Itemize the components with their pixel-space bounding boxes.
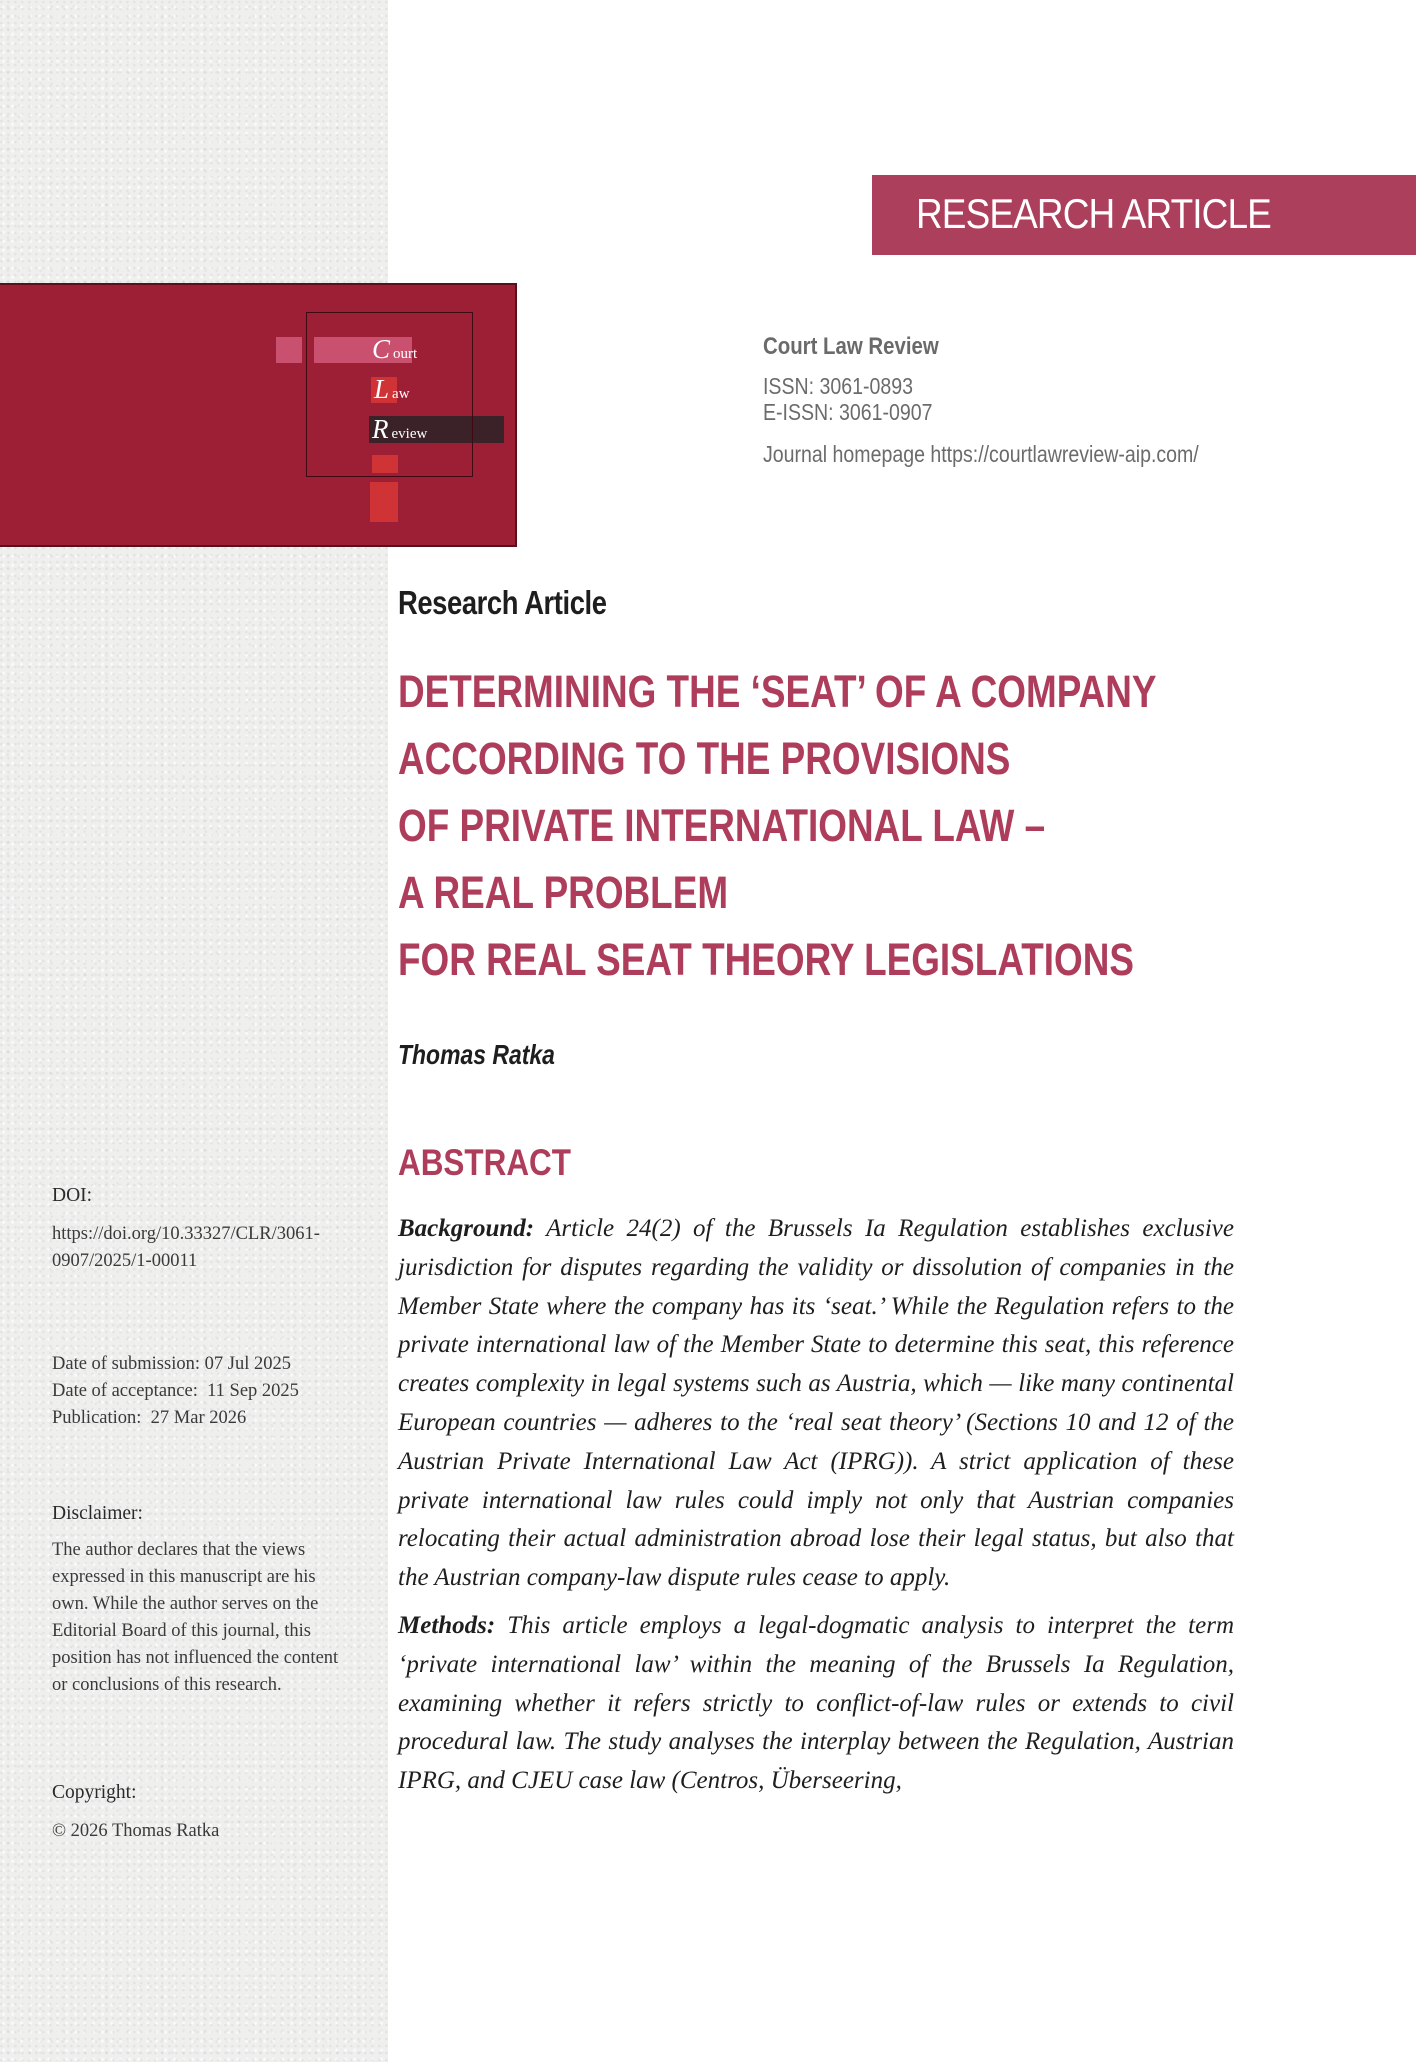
title-line: ACCORDING TO THE PROVISIONS <box>398 733 1011 784</box>
logo-law-rest: aw <box>392 386 410 402</box>
methods-label: Methods: <box>398 1611 496 1639</box>
doi-block <box>52 1185 392 1275</box>
disclaimer-line: or conclusions of this research. <box>52 1675 282 1695</box>
disclaimer-block <box>52 1503 392 1699</box>
publication-date: Publication: 27 Mar 2026 <box>52 1408 247 1428</box>
disclaimer-line: Editorial Board of this journal, this <box>52 1621 311 1641</box>
journal-eissn: E-ISSN: 3061-0907 <box>763 399 933 425</box>
disclaimer-label: Disclaimer: <box>52 1503 143 1524</box>
doi-link-line-1[interactable]: https://doi.org/10.33327/CLR/3061- <box>52 1224 320 1244</box>
title-line: OF PRIVATE INTERNATIONAL LAW – <box>398 800 1046 851</box>
logo-court-rest: ourt <box>393 346 418 362</box>
dates-block <box>52 1351 392 1432</box>
logo-review-rest: eview <box>391 426 428 442</box>
methods-text: This article employs a legal-dogmatic analysis to interpret the term ‘private international law’ within the meaning of the Brussels Ia Regulation, examining whether it refers strictly to conflict-of-law rules or extends to civil procedural law. The study analyses the interplay between the Regulation, Austrian IPRG, and CJEU case law (Centros, Überseering, <box>398 1611 1235 1795</box>
journal-name: Court Law Review <box>763 333 939 360</box>
article-title <box>398 658 1298 993</box>
disclaimer-line: The author declares that the views <box>52 1540 306 1560</box>
background-label: Background: <box>398 1215 535 1242</box>
abstract-background <box>398 1210 1234 1598</box>
copyright-block <box>52 1782 392 1845</box>
background-text: Article 24(2) of the Brussels Ia Regulation establishes exclusive jurisdiction for disputes regarding the validity or dissolution of companies in the Member State where the company has its ‘seat.’ While the Regulation refers to the private international law of the Member State to determine this seat, this reference creates complexity in legal systems such as Austria, which — like many continental European countries — adheres to the ‘real seat theory’ (Sections 10 and 12 of the Austrian Private International Law Act (IPRG)). A strict application of these private international law rules could imply not only that Austrian companies relocating their actual administration abroad lose their legal status, but also that the Austrian company-law dispute rules cease to apply. <box>398 1215 1234 1592</box>
disclaimer-line: position has not influenced the content <box>52 1648 339 1668</box>
copyright-text: © 2026 Thomas Ratka <box>52 1821 220 1841</box>
logo-review-initial: R <box>372 414 389 444</box>
section-label: Research Article <box>398 584 607 621</box>
abstract-heading: ABSTRACT <box>398 1142 571 1183</box>
journal-info <box>763 333 1276 467</box>
title-line: FOR REAL SEAT THEORY LEGISLATIONS <box>398 934 1135 985</box>
logo-law <box>374 374 410 404</box>
banner-label: RESEARCH ARTICLE <box>916 190 1271 237</box>
logo-square-dark-right <box>482 416 504 443</box>
doi-link-line-2[interactable]: 0907/2025/1-00011 <box>52 1251 198 1271</box>
journal-issn: ISSN: 3061-0893 <box>763 373 913 399</box>
logo-law-initial: L <box>374 374 390 404</box>
author-name: Thomas Ratka <box>398 1039 555 1070</box>
disclaimer-line: expressed in this manuscript are his <box>52 1567 316 1587</box>
title-line: DETERMINING THE ‘SEAT’ OF A COMPANY <box>398 666 1157 717</box>
submission-date: Date of submission: 07 Jul 2025 <box>52 1354 291 1374</box>
logo-square-red-bottom <box>370 482 398 522</box>
copyright-label: Copyright: <box>52 1782 137 1803</box>
logo-court-initial: C <box>372 334 391 364</box>
journal-homepage: Journal homepage https://courtlawreview-aip.com/ <box>763 441 1199 467</box>
abstract-body <box>398 1210 1234 1810</box>
logo-square-pink-small <box>276 337 302 363</box>
abstract-methods <box>398 1607 1234 1801</box>
logo-review <box>372 414 428 444</box>
acceptance-date: Date of acceptance: 11 Sep 2025 <box>52 1381 299 1401</box>
article-type-banner <box>872 175 1416 255</box>
doi-label: DOI: <box>52 1185 93 1206</box>
disclaimer-line: own. While the author serves on the <box>52 1594 319 1614</box>
journal-logo <box>0 283 517 547</box>
title-line: A REAL PROBLEM <box>398 867 729 918</box>
logo-court <box>372 334 418 364</box>
